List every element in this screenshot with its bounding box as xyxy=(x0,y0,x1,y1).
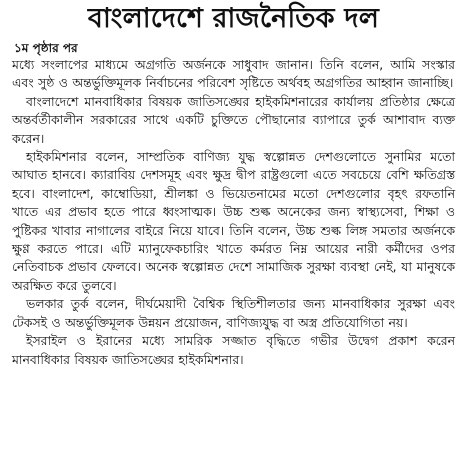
article-paragraph: মধ্যে সংলাপের মাধ্যমে অগ্রগতি অর্জনকে সাধুবাদ জানান। তিনি বলেন, আমি সংস্কার এবং সুষ্ঠ ও অন্তর্ভুক্তিমূলক নির্বাচনের পরিবেশ সৃষ্টিতে অর্থবহ অগ্রগতির আহ্বান জানাচ্ছি। xyxy=(12,57,455,91)
article-paragraph: ভলকার তুর্ক বলেন, দীর্ঘমেয়াদী বৈশ্বিক স্থিতিশীলতার জন্য মানবাধিকার সুরক্ষা এবং টেকসই ও অন্তর্ভুক্তিমূলক উন্নয়ন প্রয়োজন, বাণিজ্যযুদ্ধ বা অস্ত্র প্রতিযোগিতা নয়। xyxy=(12,296,455,330)
continued-from-label: ১ম পৃষ্ঠার পর xyxy=(14,41,78,55)
article-paragraph: ইসরাইল ও ইরানের মধ্যে সামরিক সজ্জাত বৃদ্ধিতে গভীর উদ্বেগ প্রকাশ করেন মানবাধিকার বিষয়ক জাতিসঙ্ঘের হাইকমিশনার। xyxy=(12,333,455,367)
article-paragraph: হাইকমিশনার বলেন, সাম্প্রতিক বাণিজ্য যুদ্ধ স্বল্পোন্নত দেশগুলোতে সুনামির মতো আঘাত হানবে। ক্যারাবিয় দেশসমূহ এবং ক্ষুদ্র দ্বীপ রাষ্ট্রগুলো এতে সবচেয়ে বেশি ক্ষতিগ্রস্ত হবে। বাংলাদেশ, কাম্বোডিয়া, শ্রীলঙ্কা ও ভিয়েতনামের মতো দেশগুলোর বৃহৎ রফতানি খাতে এর প্রভাব হতে পারে ধ্বংসাত্মক। উচ্চ শুল্ক অনেকের জন্য স্বাস্থ্যসেবা, শিক্ষা ও পুষ্টিকর খাবার নাগালের বাইরে নিয়ে যাবে। তিনি বলেন, উচ্চ শুল্ক লিঙ্গ সমতার অর্জনকে ক্ষুণ্ণ করতে পারে। এটি ম্যানুফেকচারিং খাতে কর্মরত নিম্ন আয়ের নারী কর্মীদের ওপর নেতিবাচক প্রভাব ফেলবে। অনেক স্বল্পোন্নত দেশে সামাজিক সুরক্ষা ব্যবস্থা নেই, যা মানুষকে অরক্ষিত করে তুলবে। xyxy=(12,149,455,293)
article-headline: বাংলাদেশে রাজনৈতিক দল xyxy=(87,3,380,34)
article-paragraph: বাংলাদেশে মানবাধিকার বিষয়ক জাতিসঙ্ঘের হাইকমিশনারের কার্যালয় প্রতিষ্ঠার ক্ষেত্রে অন্তর্বর্তীকালীন সরকারের সাথে একটি চুক্তিতে পৌছানোর ব্যাপারে তুর্ক আশাবাদ ব্যক্ত করেন। xyxy=(12,93,455,146)
